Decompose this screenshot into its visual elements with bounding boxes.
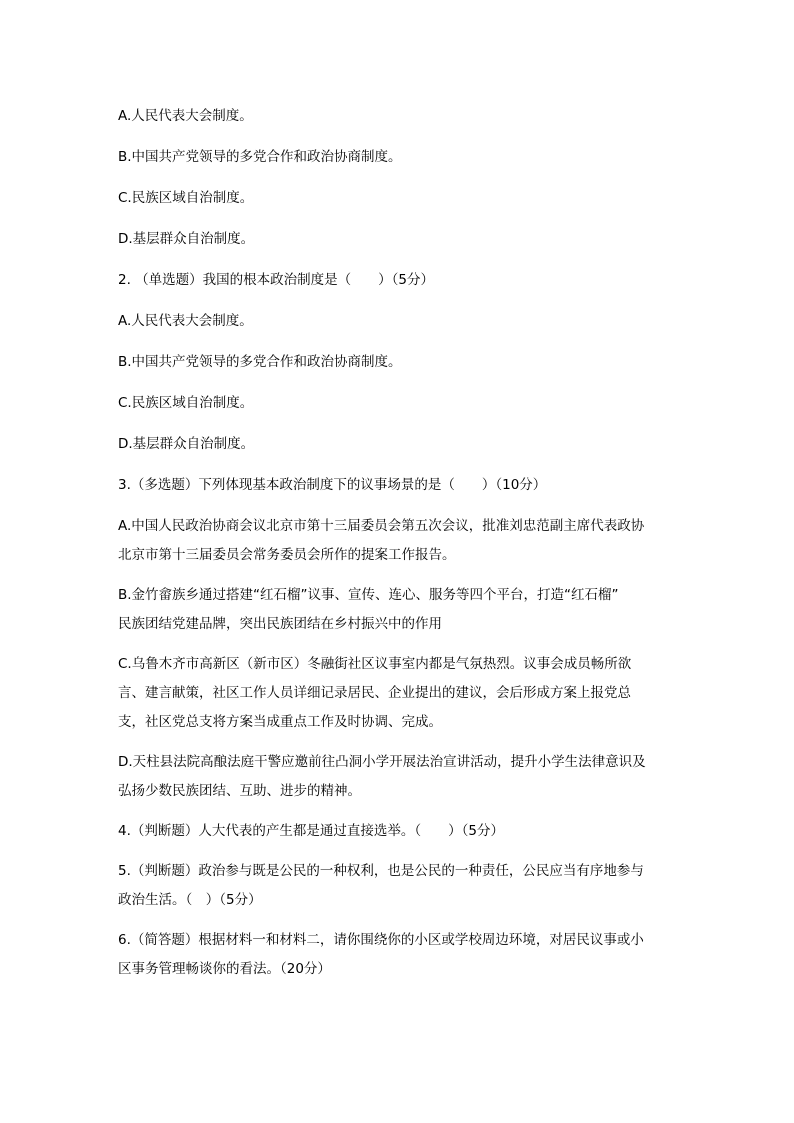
question-6-line1: 6.（简答题）根据材料一和材料二，请你围绕你的小区或学校周边环境，对居民议事或小: [118, 932, 644, 948]
question-6-line2: 区事务管理畅谈你的看法。（20分）: [118, 961, 331, 977]
option-a-q3-line2: 北京市第十三届委员会常务委员会所作的提案工作报告。: [118, 547, 456, 563]
question-5-line2: 政治生活。（ ）（5分）: [118, 892, 262, 908]
option-a-q2: A.人民代表大会制度。: [118, 313, 253, 329]
option-d-q3-line1: D.天柱县法院高酿法庭干警应邀前往凸洞小学开展法治宣讲活动，提升小学生法律意识及: [118, 754, 646, 770]
option-b-q3-line1: B.金竹畲族乡通过搭建“红石榴”议事、宣传、连心、服务等四个平台，打造“红石榴”: [118, 587, 619, 603]
option-c-q3-line1: C.乌鲁木齐市高新区（新市区）冬融街社区议事室内都是气氛热烈。议事会成员畅所欲: [118, 656, 632, 672]
option-b-q1: B.中国共产党领导的多党合作和政治协商制度。: [118, 149, 402, 165]
option-c-q2: C.民族区域自治制度。: [118, 395, 254, 411]
option-c-q1: C.民族区域自治制度。: [118, 190, 254, 206]
question-2: 2. （单选题）我国的根本政治制度是（ ）（5分）: [118, 272, 435, 288]
option-a-q1: A.人民代表大会制度。: [118, 108, 253, 124]
option-b-q2: B.中国共产党领导的多党合作和政治协商制度。: [118, 354, 402, 370]
question-5-line1: 5.（判断题）政治参与既是公民的一种权利，也是公民的一种责任，公民应当有序地参与: [118, 863, 644, 879]
option-d-q3-line2: 弘扬少数民族团结、互助、进步的精神。: [118, 783, 361, 799]
option-b-q3-line2: 民族团结党建品牌，突出民族团结在乡村振兴中的作用: [118, 616, 442, 632]
option-c-q3-line3: 支，社区党总支将方案当成重点工作及时协调、完成。: [118, 714, 442, 730]
option-c-q3-line2: 言、建言献策，社区工作人员详细记录居民、企业提出的建议，会后形成方案上报党总: [118, 685, 631, 701]
option-a-q3-line1: A.中国人民政治协商会议北京市第十三届委员会第五次会议，批准刘忠范副主席代表政协: [118, 518, 645, 534]
question-4: 4.（判断题）人大代表的产生都是通过直接选举。（ ）（5分）: [118, 823, 504, 839]
option-d-q2: D.基层群众自治制度。: [118, 436, 255, 452]
option-d-q1: D.基层群众自治制度。: [118, 231, 255, 247]
question-3: 3.（多选题）下列体现基本政治制度下的议事场景的是（ ）（10分）: [118, 477, 547, 493]
